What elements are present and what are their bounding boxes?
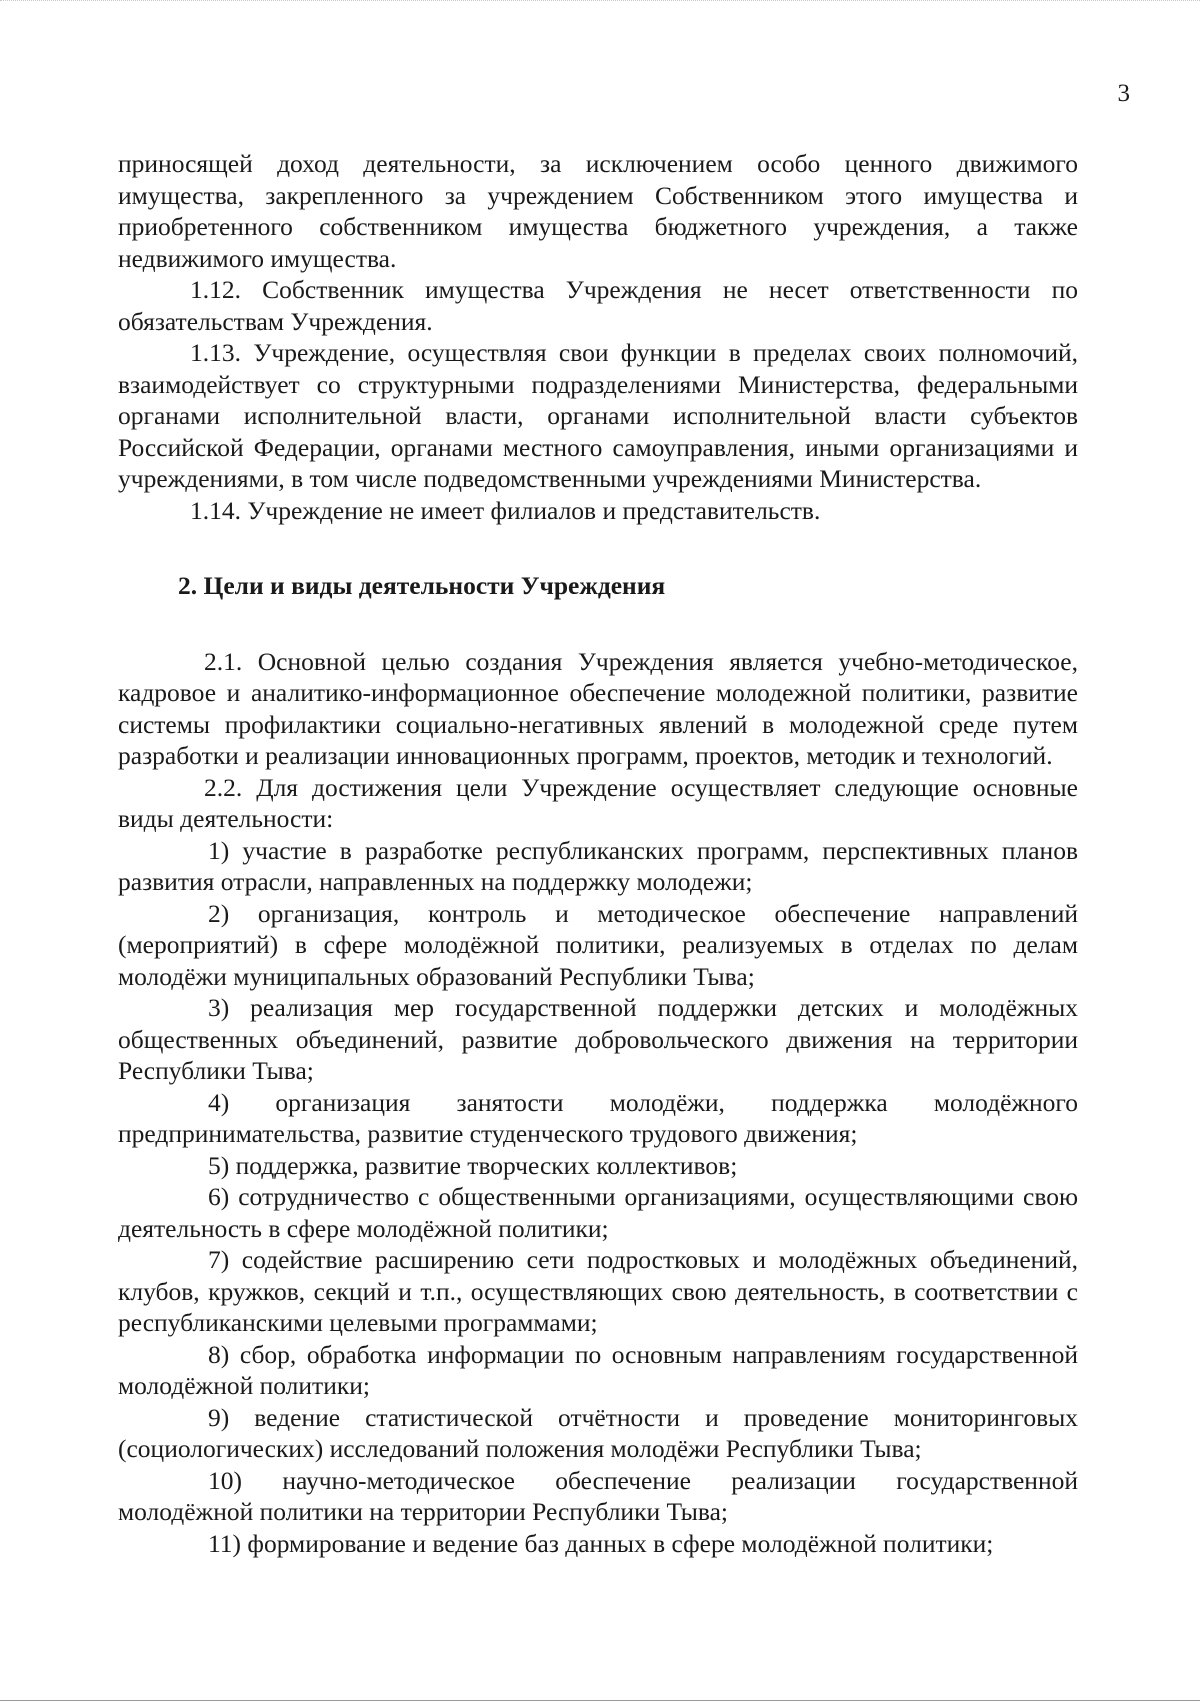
- activity-item: 6) сотрудничество с общественными организациями, осуществляющими свою деятельность в сфере молодёжной политики;: [118, 1182, 1078, 1243]
- section-2-heading: 2. Цели и виды деятельности Учреждения: [178, 571, 666, 600]
- page-number: 3: [1117, 80, 1130, 107]
- clause-2-2: 2.2. Для достижения цели Учреждение осуществляет следующие основные виды деятельности:: [118, 772, 1078, 833]
- document-body: [118, 148, 1078, 1559]
- clause-1-12: 1.12. Собственник имущества Учреждения не несет ответственности по обязательствам Учреждения.: [118, 275, 1078, 336]
- activity-item: 8) сбор, обработка информации по основным направлениям государственной молодёжной политики;: [118, 1339, 1078, 1400]
- scan-bottom-edge: [0, 1700, 1200, 1701]
- activity-item: 10) научно-методическое обеспечение реализации государственной молодёжной политики на территории Республики Тыва;: [118, 1465, 1078, 1526]
- activity-item: 4) организация занятости молодёжи, поддержка молодёжного предпринимательства, развитие студенческого трудового движения;: [118, 1087, 1078, 1148]
- clause-2-1: 2.1. Основной целью создания Учреждения является учебно-методическое, кадровое и аналитико-информационное обеспечение молодежной политики, развитие системы профилактики социально-негативных явлений в молодежной среде путем разработки и реализации инновационных программ, проектов, методик и технологий.: [118, 646, 1078, 770]
- scan-top-edge: [0, 0, 1200, 7]
- clause-1-14: 1.14. Учреждение не имеет филиалов и представительств.: [190, 495, 821, 525]
- activity-item: 3) реализация мер государственной поддержки детских и молодёжных общественных объединений, развитие добровольческого движения на территории Республики Тыва;: [118, 993, 1078, 1085]
- activity-item: 1) участие в разработке республиканских программ, перспективных планов развития отрасли, направленных на поддержку молодежи;: [118, 835, 1078, 896]
- intro-paragraph: приносящей доход деятельности, за исключением особо ценного движимого имущества, закрепленного за учреждением Собственником этого имущества и приобретенного собственником имущества бюджетного учреждения, а также недвижимого имущества.: [118, 149, 1078, 273]
- activity-item: 7) содействие расширению сети подростковых и молодёжных объединений, клубов, кружков, секций и т.п., осуществляющих свою деятельность, в соответствии с республиканскими целевыми программами;: [118, 1245, 1078, 1337]
- clause-1-13: 1.13. Учреждение, осуществляя свои функции в пределах своих полномочий, взаимодействует со структурными подразделениями Министерства, федеральными органами исполнительной власти, органами исполнительной власти субъектов Российской Федерации, органами местного самоуправления, иными организациями и учреждениями, в том числе подведомственными учреждениями Министерства.: [118, 338, 1078, 493]
- activity-item: 5) поддержка, развитие творческих коллективов;: [208, 1150, 738, 1180]
- activity-item: 9) ведение статистической отчётности и проведение мониторинговых (социологических) исследований положения молодёжи Республики Тыва;: [118, 1402, 1078, 1463]
- activity-item: 2) организация, контроль и методическое обеспечение направлений (мероприятий) в сфере молодёжной политики, реализуемых в отделах по делам молодёжи муниципальных образований Республики Тыва;: [118, 898, 1078, 991]
- activity-item: 11) формирование и ведение баз данных в сфере молодёжной политики;: [208, 1528, 994, 1558]
